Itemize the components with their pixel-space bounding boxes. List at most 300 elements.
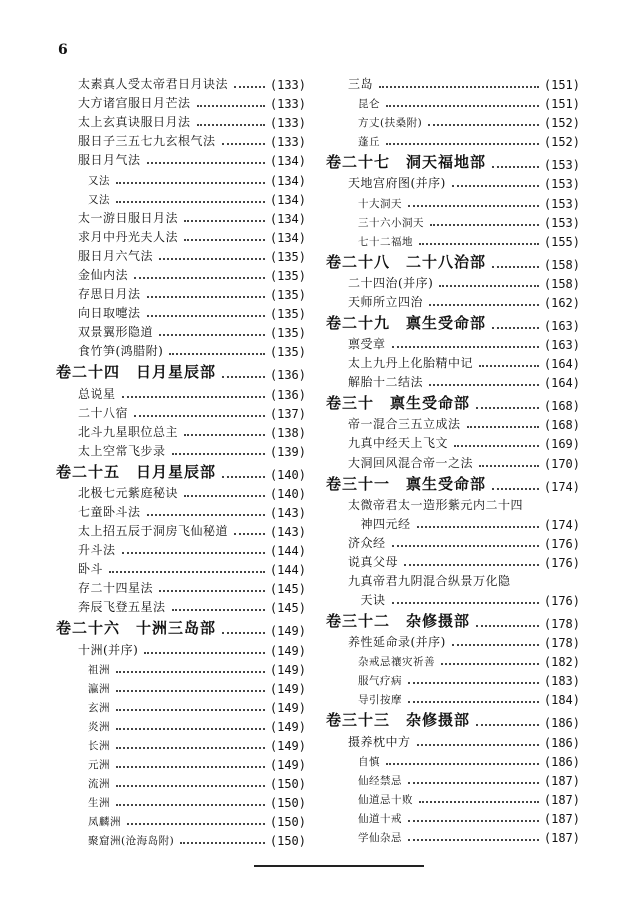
toc-entry-title: 向日取嚏法 [78,306,141,321]
leader-dots [408,782,539,784]
toc-entry [326,750,580,769]
toc-entry-title: 食竹笋(鸿腊附) [78,344,164,359]
toc-entry-page: (143) [269,505,306,520]
footer-rule [254,865,424,867]
toc-entry-title: 北斗九星职位总主 [78,424,179,439]
toc-volume-heading [326,149,580,172]
toc-entry-page: (164) [543,376,580,391]
toc-entry-page: (151) [543,97,580,112]
toc-entry [56,501,306,520]
leader-dots [492,488,539,490]
toc-entry-title: 流洲 [88,778,110,791]
toc-entry-page: (187) [543,792,580,807]
toc-entry-title: 二十四治(并序) [348,275,434,290]
toc-entry-page: (163) [543,318,580,333]
toc-entry-page: (153) [543,196,580,211]
leader-dots [452,644,539,646]
toc-entry-page: (137) [269,406,306,421]
toc-entry-title: 三岛 [348,77,374,92]
toc-entry [326,494,580,513]
toc-entry [56,73,306,92]
toc-volume-heading [56,459,306,482]
toc-entry-title: 解胎十二结法 [348,375,424,390]
toc-entry [326,650,580,669]
toc-entry-title: 卷二十五 日月星辰部 [56,462,217,481]
toc-entry-page: (150) [269,796,306,811]
toc-entry [326,513,580,532]
leader-dots [172,609,265,611]
toc-entry [326,570,580,589]
leader-dots [476,407,539,409]
toc-entry-title: 九真帝君九阴混合纵景万化隐 [348,573,511,588]
toc-entry [56,734,306,753]
leader-dots [109,571,265,573]
toc-entry-page: (174) [543,479,580,494]
toc-entry-page: (168) [543,399,580,414]
toc-entry-title: 聚窟洲(沧海岛附) [88,835,175,848]
leader-dots [116,766,265,768]
toc-entry-title: 九真中经天上飞文 [348,436,449,451]
toc-entry-page: (186) [543,716,580,731]
leader-dots [159,258,265,260]
leader-dots [408,682,539,684]
toc-entry-title: 服气疗病 [358,675,402,688]
toc-entry-page: (184) [543,693,580,708]
toc-entry-title: 长洲 [88,740,110,752]
toc-entry-page: (134) [269,230,306,245]
toc-entry [56,829,306,848]
toc-entry-page: (149) [269,739,306,753]
leader-dots [184,220,265,222]
toc-volume-heading [326,608,580,631]
leader-dots [479,365,539,367]
toc-volume-heading [326,249,580,272]
leader-dots [419,243,539,245]
leader-dots [116,182,265,184]
toc-entry [56,402,306,421]
leader-dots [116,671,265,673]
leader-dots [492,166,539,168]
leader-dots [180,842,265,844]
leader-dots [479,465,539,467]
toc-entry-title: 存思日月法 [78,287,141,302]
toc-entry-page: (168) [543,418,580,433]
toc-entry-title: 存二十四星法 [78,581,154,596]
toc-entry-title: 帝一混合三五立成法 [348,417,461,432]
toc-entry [326,130,580,149]
leader-dots [116,747,265,749]
leader-dots [419,801,539,803]
leader-dots [184,495,265,497]
toc-entry-page: (149) [269,700,306,715]
leader-dots [116,804,265,806]
toc-volume-heading [326,471,580,494]
toc-entry [326,230,580,249]
toc-entry-title: 太微帝君太一造形紫元内二十四 [348,497,524,512]
toc-entry [56,92,306,111]
toc-entry [326,172,580,191]
leader-dots [392,545,539,547]
toc-entry-page: (134) [269,154,306,169]
toc-entry-title: 卷三十二 杂修摄部 [326,612,471,631]
leader-dots [386,105,539,107]
toc-entry-page: (149) [269,624,306,639]
toc-volume-heading [326,390,580,413]
toc-entry-page: (186) [543,754,580,769]
toc-entry-page: (150) [269,834,306,849]
toc-entry [326,191,580,210]
toc-entry [56,696,306,715]
toc-entry [56,791,306,810]
toc-entry-title: 凤麟洲 [88,816,121,829]
leader-dots [417,526,539,528]
leader-dots [116,690,265,692]
toc-entry-title: 七十二福地 [358,235,413,248]
leader-dots [222,376,265,378]
toc-entry [56,810,306,829]
leader-dots [144,652,265,654]
toc-entry-title: 昆仑 [358,98,380,111]
toc-entry-page: (152) [543,116,580,131]
leader-dots [392,602,539,604]
toc-entry [56,440,306,459]
leader-dots [122,396,265,398]
toc-entry-page: (139) [269,444,306,459]
leader-dots [408,839,539,841]
toc-entry-title: 太上九丹上化胎精中记 [348,356,474,371]
toc-entry-title: 卷三十 禀生受命部 [326,394,471,413]
toc-entry-title: 杂戒忌禳灾祈善 [358,656,435,669]
toc-entry [56,421,306,440]
leader-dots [116,728,265,730]
leader-dots [379,86,539,88]
leader-dots [392,346,539,348]
leader-dots [417,744,539,746]
toc-entry [56,226,306,245]
toc-entry [326,211,580,230]
toc-entry [326,788,580,807]
toc-entry [326,589,580,608]
leader-dots [122,552,265,554]
toc-entry-title: 仙道忌十败 [358,793,413,806]
toc-entry-title: 方丈(扶桑附) [358,117,423,130]
toc-entry-title: 卷二十九 禀生受命部 [326,313,487,332]
toc-entry-title: 又法 [88,193,110,206]
toc-entry-page: (174) [543,517,580,532]
toc-entry [56,207,306,226]
page-number: 6 [58,42,68,58]
toc-entry-title: 生洲 [88,797,110,810]
toc-entry-page: (153) [543,158,580,173]
toc-entry [56,658,306,677]
toc-volume-heading [326,707,580,730]
leader-dots [134,277,265,279]
toc-entry-page: (133) [269,135,306,150]
leader-dots [127,823,265,825]
toc-entry [56,245,306,264]
toc-entry-page: (143) [269,525,306,540]
toc-entry-page: (145) [269,601,306,616]
leader-dots [408,205,539,207]
toc-entry-page: (150) [269,777,306,792]
toc-entry [56,302,306,321]
leader-dots [134,415,265,417]
toc-entry-title: 学仙杂忌 [358,832,402,844]
toc-entry [56,753,306,772]
leader-dots [116,709,265,711]
toc-entry [56,558,306,577]
toc-entry [326,532,580,551]
toc-entry-page: (176) [543,536,580,551]
leader-dots [408,701,539,703]
leader-dots [476,625,539,627]
toc-entry-page: (186) [543,735,580,750]
toc-entry [326,333,580,352]
leader-dots [454,445,539,447]
toc-entry [56,130,306,149]
toc-entry-page: (149) [269,681,306,696]
toc-entry [56,482,306,501]
toc-entry-title: 卷二十七 洞天福地部 [326,153,487,172]
toc-volume-heading [56,359,306,382]
toc-entry-title: 玄洲 [88,701,110,714]
toc-entry-title: 二十八宿 [78,405,129,420]
toc-entry-title: 奔辰飞登五星法 [78,600,166,615]
toc-entry [326,730,580,749]
toc-entry-title: 升斗法 [78,543,116,558]
toc-entry-title: 三十六小洞天 [358,216,424,229]
toc-entry-page: (144) [269,544,306,559]
leader-dots [429,384,539,386]
toc-entry-title: 太上招五辰于洞房飞仙秘道 [78,524,229,539]
toc-entry-title: 大方诸宫服日月芒法 [78,96,191,111]
leader-dots [159,590,265,592]
leader-dots [197,124,265,126]
toc-entry-page: (176) [543,594,580,609]
leader-dots [222,476,265,478]
leader-dots [429,304,539,306]
toc-entry-title: 养性延命录(并序) [348,635,446,650]
toc-entry-page: (163) [543,338,580,353]
leader-dots [408,820,539,822]
toc-entry-title: 太素真人受太帝君日月诀法 [78,77,229,92]
toc-entry-page: (135) [269,326,306,341]
toc-entry-title: 金仙内法 [78,268,129,283]
toc-entry-title: 太一游日服日月法 [78,210,179,225]
leader-dots [159,334,265,336]
toc-entry-title: 服日月六气法 [78,248,154,263]
leader-dots [428,124,539,126]
toc-entry-title: 天师所立四治 [348,294,424,309]
leader-dots [147,315,265,317]
toc-entry-title: 总说星 [78,386,116,401]
toc-entry-page: (151) [543,78,580,93]
leader-dots [222,632,265,634]
toc-entry-title: 禀受章 [348,337,386,352]
toc-entry [326,111,580,130]
toc-entry-page: (187) [543,773,580,788]
leader-dots [222,143,265,145]
toc-entry-page: (153) [543,177,580,192]
toc-entry [326,432,580,451]
toc-entry [56,638,306,657]
toc-entry-title: 蓬丘 [358,136,380,149]
toc-entry [56,715,306,734]
leader-dots [386,763,539,765]
leader-dots [147,296,265,298]
toc-entry-title: 十洲(并序) [78,642,139,657]
toc-entry-title: 服日子三五七九玄根气法 [78,134,216,149]
toc-entry-page: (149) [269,758,306,773]
leader-dots [467,426,539,428]
toc-entry [326,291,580,310]
toc-entry-page: (164) [543,357,580,372]
leader-dots [116,201,265,203]
toc-entry-page: (145) [269,582,306,597]
toc-entry-page: (133) [269,116,306,131]
leader-dots [430,224,539,226]
toc-entry-title: 摄养枕中方 [348,734,411,749]
toc-entry-page: (149) [269,662,306,677]
toc-entry-title: 服日月气法 [78,153,141,168]
toc-entry-title: 求月中丹光夫人法 [78,229,179,244]
leader-dots [404,564,539,566]
toc-entry-page: (136) [269,387,306,402]
leader-dots [116,785,265,787]
toc-entry [56,772,306,791]
toc-entry-title: 十大洞天 [358,197,402,210]
toc-entry-page: (178) [543,636,580,651]
toc-left-column [56,73,306,848]
toc-entry [56,520,306,539]
toc-entry-title: 神四元经 [348,516,411,531]
toc-entry [326,92,580,111]
toc-entry [56,677,306,696]
toc-entry [326,413,580,432]
leader-dots [439,285,539,287]
leader-dots [147,162,265,164]
leader-dots [386,143,539,145]
toc-entry-page: (155) [543,234,580,249]
toc-entry-page: (136) [269,368,306,383]
toc-entry-page: (133) [269,78,306,93]
toc-entry-page: (135) [269,307,306,322]
toc-volume-heading [326,310,580,333]
toc-entry-title: 说真父母 [348,554,399,569]
toc-entry [326,826,580,845]
toc-entry [326,669,580,688]
toc-entry-page: (176) [543,555,580,570]
toc-entry-title: 又法 [88,174,110,187]
toc-entry [326,631,580,650]
toc-entry [326,807,580,826]
toc-entry-page: (162) [543,295,580,310]
toc-entry-title: 卷三十一 禀生受命部 [326,474,487,493]
toc-entry-title: 自慎 [358,755,380,768]
toc-entry-page: (170) [543,456,580,471]
toc-entry-title: 太上空常飞步录 [78,443,166,458]
toc-entry-title: 导引按摩 [358,694,402,707]
toc-entry-page: (182) [543,655,580,670]
leader-dots [169,353,265,355]
toc-entry-page: (140) [269,467,306,482]
toc-entry-title: 七童卧斗法 [78,504,141,519]
toc-entry-page: (149) [269,643,306,658]
toc-entry [56,168,306,187]
toc-entry-page: (152) [543,135,580,150]
leader-dots [184,239,265,241]
toc-entry-title: 炎洲 [88,720,110,733]
toc-entry [56,264,306,283]
toc-entry-page: (150) [269,815,306,830]
toc-entry-page: (153) [543,215,580,230]
toc-entry-page: (135) [269,345,306,360]
toc-entry [56,382,306,401]
leader-dots [197,105,265,107]
toc-entry [56,111,306,130]
toc-entry-title: 大洞回风混合帝一之法 [348,455,474,470]
toc-entry-title: 仙道十戒 [358,812,402,825]
toc-entry [326,352,580,371]
toc-entry-page: (158) [543,276,580,291]
toc-entry-title: 元洲 [88,759,110,772]
toc-entry [326,451,580,470]
toc-entry [326,73,580,92]
toc-entry [56,340,306,359]
toc-entry-title: 瀛洲 [88,682,110,695]
toc-entry [56,283,306,302]
toc-volume-heading [56,615,306,638]
leader-dots [492,327,539,329]
toc-entry [326,272,580,291]
toc-right-column [326,73,580,845]
toc-entry-title: 双景翼形隐道 [78,325,154,340]
leader-dots [452,185,539,187]
toc-entry-page: (135) [269,269,306,284]
leader-dots [492,266,539,268]
toc-entry-title: 天诀 [348,593,386,608]
toc-entry [326,551,580,570]
toc-entry-title: 卷二十八 二十八治部 [326,252,487,271]
toc-entry-page: (149) [269,719,306,734]
leader-dots [184,434,265,436]
toc-entry-page: (158) [543,257,580,272]
toc-entry [56,577,306,596]
toc-entry-page: (134) [269,211,306,226]
toc-entry [56,188,306,207]
leader-dots [476,724,539,726]
toc-entry-title: 天地宫府图(并序) [348,176,446,191]
leader-dots [234,86,265,88]
toc-entry [326,688,580,707]
toc-entry-title: 卷二十四 日月星辰部 [56,363,217,382]
toc-entry [326,371,580,390]
toc-entry-page: (178) [543,617,580,632]
leader-dots [441,663,539,665]
toc-entry-page: (187) [543,831,580,845]
toc-entry [56,321,306,340]
toc-entry-title: 卷二十六 十洲三岛部 [56,619,217,638]
toc-entry-title: 祖洲 [88,663,110,676]
toc-entry-title: 北极七元紫庭秘诀 [78,485,179,500]
toc-entry-page: (135) [269,249,306,264]
toc-entry-page: (183) [543,674,580,689]
toc-entry-title: 卧斗 [78,562,104,577]
toc-entry-title: 卷三十三 杂修摄部 [326,711,471,730]
leader-dots [234,533,265,535]
toc-entry-page: (135) [269,288,306,303]
toc-entry-page: (138) [269,425,306,440]
